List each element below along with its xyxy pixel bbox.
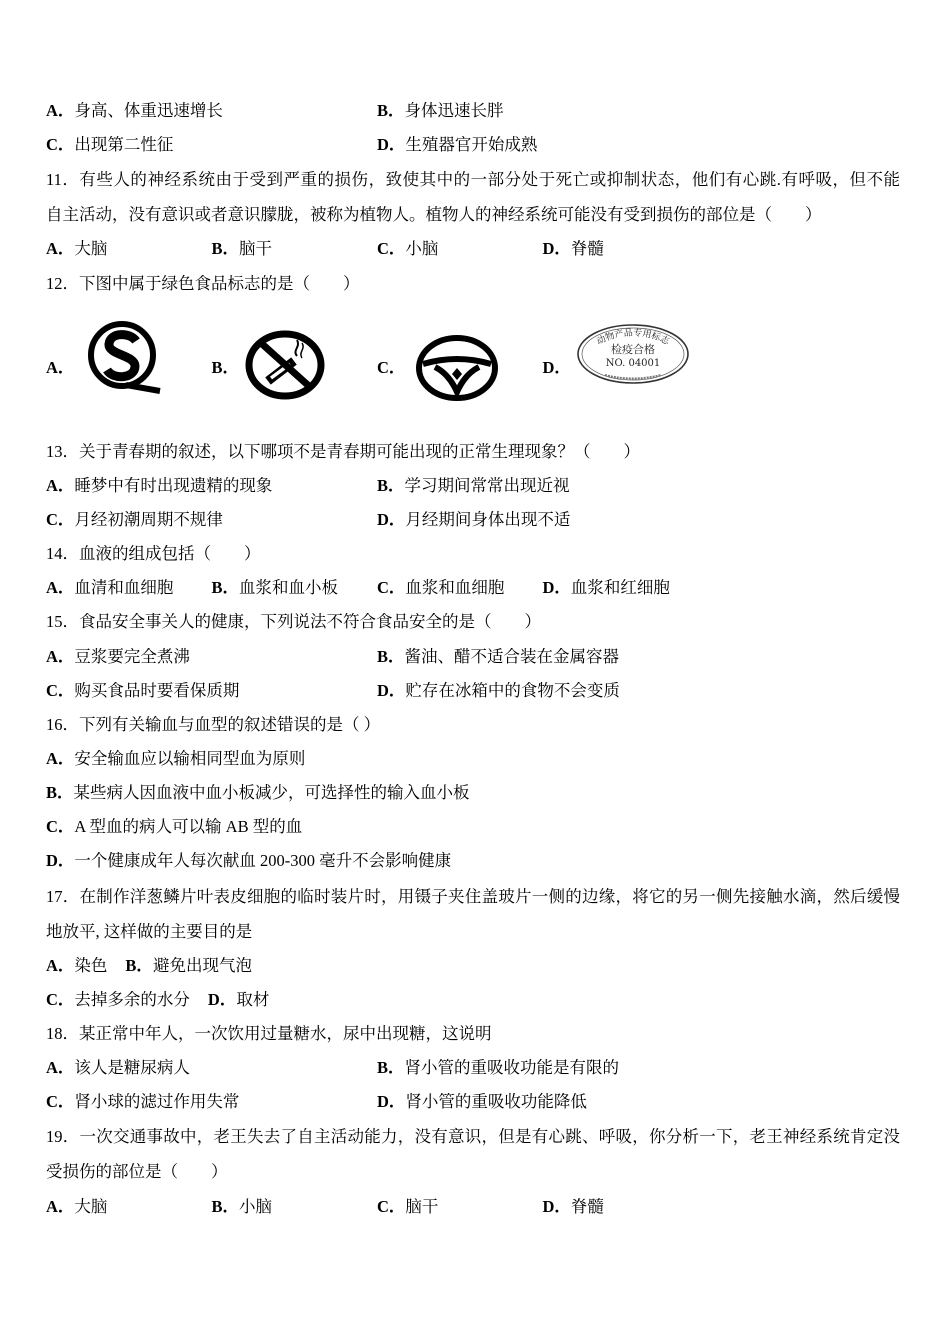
option-label: D． [377, 1092, 406, 1112]
option-text: 肾小管的重吸收功能降低 [405, 1092, 587, 1112]
option-text: 大脑 [74, 1196, 108, 1216]
option-label: A． [46, 239, 75, 259]
option-text: 染色 [74, 955, 108, 975]
option-text: 酱油、醋不适合装在金属容器 [404, 646, 620, 666]
q13-option-d [377, 503, 708, 537]
option-text: 月经期间身体出现不适 [405, 509, 571, 529]
q16-option-a [46, 742, 900, 776]
option-text: 购买食品时要看保质期 [74, 680, 240, 700]
option-label: A． [46, 646, 75, 666]
q18-options-row [46, 1085, 900, 1119]
option-text: 学习期间常常出现近视 [404, 475, 570, 495]
q10-options-row [46, 128, 900, 162]
option-text: 血清和血细胞 [74, 578, 174, 598]
option-text: 身高、体重迅速增长 [74, 101, 223, 120]
q17-options-row [46, 983, 900, 1017]
option-label: D． [377, 509, 406, 529]
quarantine-stamp-icon [575, 322, 691, 386]
q18-option-d [377, 1085, 708, 1119]
q11-option-c [377, 232, 543, 266]
option-label: D． [46, 851, 75, 871]
q11-stem-line: 自主活动，没有意识或者意识朦胧，被称为植物人。植物人的神经系统可能没有受到损伤的部位是（ ） [46, 205, 822, 225]
option-label: D． [542, 578, 571, 598]
option-label: B． [211, 1196, 240, 1216]
option-label: B． [211, 239, 240, 259]
stamp-middle-text: 检疫合格 [610, 342, 655, 356]
q19-stem-line: 受损伤的部位是（ ） [46, 1162, 228, 1182]
option-label: B． [377, 101, 405, 120]
q12-stem-line: 12．下图中属于绿色食品标志的是（ ） [46, 273, 360, 293]
q16-option-c [46, 810, 900, 844]
option-label: A． [46, 748, 75, 768]
option-text: 脊髓 [570, 1196, 604, 1216]
q13-option-c [46, 503, 377, 537]
q10-options-row [46, 94, 900, 128]
q17-option-b [125, 949, 252, 983]
q19-options-row [46, 1190, 900, 1224]
q19-option-b [212, 1190, 378, 1224]
option-text: 肾小球的滤过作用失常 [74, 1092, 240, 1112]
q11-options-row [46, 232, 900, 266]
q16-option-d [46, 844, 900, 878]
option-text: 去掉多余的水分 [74, 989, 190, 1009]
option-label: C． [46, 509, 75, 529]
option-text: 睡梦中有时出现遗精的现象 [74, 475, 273, 495]
q13-option-b [377, 469, 708, 503]
q19-stem-line: 19．一次交通事故中，老王失去了自主活动能力，没有意识，但是有心跳、呼吸，你分析一下，老王神经系统肯定没 [46, 1127, 900, 1147]
option-label: D． [377, 680, 406, 700]
option-label: B． [46, 783, 74, 803]
option-label: B． [211, 357, 240, 377]
option-text: 月经初潮周期不规律 [74, 509, 223, 529]
q13-stem-line: 13．关于青春期的叙述，以下哪项不是青春期可能出现的正常生理现象？（ ） [46, 441, 640, 461]
q17-option-c [46, 983, 190, 1017]
option-label: D． [542, 357, 571, 377]
green-food-logo-icon [415, 334, 499, 402]
option-text: 取材 [236, 989, 270, 1009]
q15-option-d [377, 674, 708, 708]
q12-option-b [212, 301, 378, 435]
option-text: 某些病人因血液中血小板减少，可选择性的输入血小板 [73, 783, 470, 803]
q15-options-row [46, 640, 900, 674]
q17-option-a [46, 949, 107, 983]
q18-options-row [46, 1051, 900, 1085]
q17-option-d [208, 983, 269, 1017]
q12-image-options [46, 301, 900, 435]
option-label: C． [377, 239, 406, 259]
option-label: C． [46, 680, 75, 700]
q10-option-b [377, 94, 708, 128]
option-text: 血浆和红细胞 [570, 578, 670, 598]
q19-option-c [377, 1190, 543, 1224]
option-label: C． [377, 578, 406, 598]
option-text: 出现第二性征 [74, 135, 174, 155]
q12-option-a [46, 301, 212, 435]
option-text: 脑干 [239, 239, 273, 259]
option-text: 脊髓 [570, 239, 604, 259]
option-text: 生殖器官开始成熟 [405, 135, 538, 155]
q16-stem-line: 16．下列有关输血与血型的叙述错误的是（ ） [46, 714, 381, 734]
option-label: D． [377, 135, 406, 155]
option-label: A． [46, 101, 75, 120]
option-label: A． [46, 1058, 75, 1078]
option-label: C． [46, 135, 75, 155]
exam-content [46, 94, 900, 1224]
option-label: B． [377, 1058, 405, 1078]
option-text: 一个健康成年人每次献血 200-300 毫升不会影响健康 [74, 851, 452, 871]
option-label: B． [377, 475, 405, 495]
q14-options-row [46, 571, 900, 605]
option-label: A． [46, 578, 75, 598]
option-text: 贮存在冰箱中的食物不会变质 [405, 680, 620, 700]
q11-stem-line: 11．有些人的神经系统由于受到严重的损伤，致使其中的一部分处于死亡或抑制状态，他们有心跳.有呼吸，但不能 [46, 170, 900, 190]
q18-option-b [377, 1051, 708, 1085]
option-label: C． [377, 1196, 406, 1216]
q15-option-c [46, 674, 377, 708]
q14-option-b [212, 571, 378, 605]
q13-options-row [46, 469, 900, 503]
option-text: 安全输血应以输相同型血为原则 [74, 748, 306, 768]
option-label: D． [542, 239, 571, 259]
q18-option-c [46, 1085, 377, 1119]
q14-stem-line: 14．血液的组成包括（ ） [46, 544, 261, 564]
q10-option-c [46, 128, 377, 162]
option-label: D． [542, 1196, 571, 1216]
q14-option-c [377, 571, 543, 605]
stamp-number-text: NO. 04001 [605, 357, 660, 369]
option-label: B． [211, 578, 240, 598]
option-label: A． [46, 955, 75, 975]
option-text: 血浆和血细胞 [405, 578, 505, 598]
option-label: C． [46, 989, 75, 1009]
q10-option-a [46, 94, 377, 128]
option-label: B． [125, 955, 153, 975]
q13-option-a [46, 469, 377, 503]
option-label: A． [46, 357, 75, 377]
option-text: 肾小管的重吸收功能是有限的 [404, 1058, 620, 1078]
q15-option-b [377, 640, 708, 674]
no-smoking-icon [244, 329, 326, 401]
q18-stem-line: 18．某正常中年人，一次饮用过量糖水，尿中出现糖，这说明 [46, 1023, 492, 1043]
q13-options-row [46, 503, 900, 537]
option-label: B． [377, 646, 405, 666]
q15-option-a [46, 640, 377, 674]
option-text: 豆浆要完全煮沸 [74, 646, 190, 666]
option-text: A 型血的病人可以输 AB 型的血 [74, 817, 303, 837]
option-label: C． [46, 1092, 75, 1112]
q19-option-a [46, 1190, 212, 1224]
stamp-top-text-path: 动物产品专用标志 [594, 328, 671, 347]
q18-option-a [46, 1051, 377, 1085]
q14-option-d [543, 571, 709, 605]
q19-option-d [543, 1190, 709, 1224]
q16-option-b [46, 776, 900, 810]
option-text: 小脑 [405, 239, 439, 259]
option-text: 避免出现气泡 [152, 955, 252, 975]
q17-options-row [46, 949, 900, 983]
option-text: 身体迅速长胖 [404, 101, 504, 120]
option-text: 该人是糖尿病人 [74, 1058, 190, 1078]
q11-option-a [46, 232, 212, 266]
q17-stem-line: 地放平, 这样做的主要目的是 [46, 921, 253, 941]
option-text: 血浆和血小板 [239, 578, 339, 598]
q17-stem-line: 17．在制作洋葱鳞片叶表皮细胞的临时装片时，用镊子夹住盖玻片一侧的边缘，将它的另一侧先接触水滴，然后缓慢 [46, 886, 900, 906]
q12-option-d [543, 301, 709, 435]
q14-option-a [46, 571, 212, 605]
option-label: A． [46, 475, 75, 495]
q15-stem-line: 15．食品安全事关人的健康，下列说法不符合食品安全的是（ ） [46, 612, 541, 632]
option-label: C． [46, 817, 75, 837]
q11-option-b [212, 232, 378, 266]
option-label: A． [46, 1196, 75, 1216]
q12-option-c [377, 301, 543, 435]
qs-logo-icon [84, 319, 164, 395]
option-text: 小脑 [239, 1196, 273, 1216]
option-text: 大脑 [74, 239, 108, 259]
q10-option-d [377, 128, 708, 162]
option-label: D． [207, 989, 237, 1009]
q15-options-row [46, 674, 900, 708]
option-text: 脑干 [405, 1196, 439, 1216]
option-label: C． [377, 357, 406, 377]
q11-option-d [543, 232, 709, 266]
